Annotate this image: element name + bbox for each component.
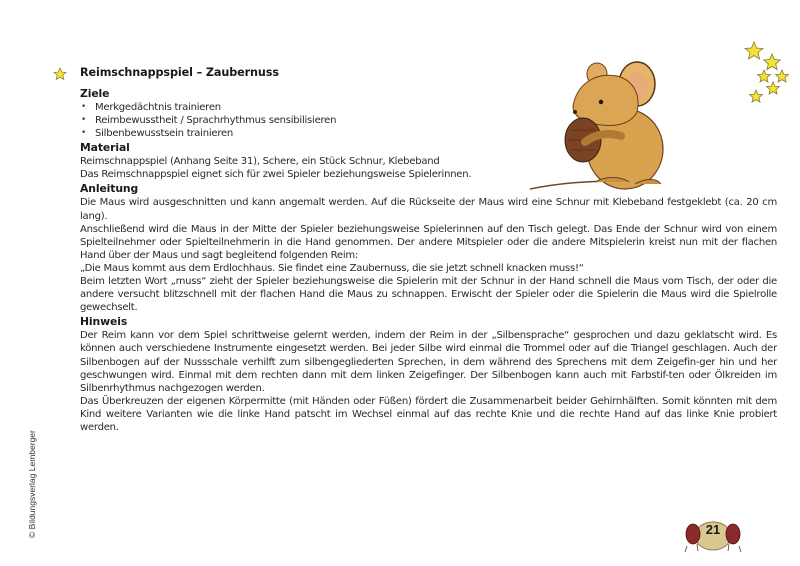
list-item: • Merkgedächtnis trainieren xyxy=(80,101,780,114)
heading-hinweis: Hinweis xyxy=(80,315,128,329)
instruction-paragraph: Beim letzten Wort „muss“ zieht der Spieler beziehungsweise die Spielerin mit der Schnur in der Hand schnell die Maus vom Tisch, der oder die andere versucht blitzschnell mit der flachen Hand die Maus zu schnappen. Erwischt der Spieler oder die Spielerin die Maus wird die Spielrolle gewechselt. xyxy=(80,276,777,314)
copyright-notice: © Bildungsverlag Lemberger xyxy=(27,430,37,538)
hint-paragraph: Das Überkreuzen der eigenen Körpermitte (mit Händen oder Füßen) fördert die Zusammenarbeit beider Gehirnhälften. Somit könnten mit dem Kind weitere Varianten wie die linke Hand patscht im Wechsel einmal auf das rechte Knie und die rechte Hand auf das linke Knie probiert werden. xyxy=(80,395,777,433)
star-icon xyxy=(53,67,67,81)
heading-material: Material xyxy=(80,141,130,155)
list-item: • Silbenbewusstsein trainieren xyxy=(80,127,780,140)
star-cluster-decoration xyxy=(744,40,794,108)
material-line: Reimschnappspiel (Anhang Seite 31), Schere, ein Stück Schnur, Klebeband xyxy=(80,156,440,168)
heading-anleitung: Anleitung xyxy=(80,182,139,196)
list-item: • Reimbewusstheit / Sprachrhythmus sensibilisieren xyxy=(80,114,780,127)
page-number: 21 xyxy=(705,522,721,537)
section-title: Reimschnappspiel – Zaubernuss xyxy=(80,66,279,79)
mouse-with-nut-illustration xyxy=(525,54,680,199)
instruction-paragraph: Die Maus wird ausgeschnitten und kann angemalt werden. Auf die Rückseite der Maus wird eine Schnur mit Klebeband festgeklebt (ca. 20 cm lang). xyxy=(80,197,777,222)
instruction-paragraph: Anschließend wird die Maus in der Mitte der Spieler beziehungsweise Spielerinnen auf den Tisch gelegt. Das Ende der Schnur wird von einem Spielteilnehmer oder Spielteilnehmerin in die Hand genommen. Der andere Mitspieler oder die andere Mitspielerin kreist nun mit der flachen Hand über der Maus und sagt begleitend folgenden Reim: xyxy=(80,223,777,261)
material-line: Das Reimschnappspiel eignet sich für zwei Spieler beziehungsweise Spielerinnen. xyxy=(80,169,472,181)
hint-paragraph: Der Reim kann vor dem Spiel schrittweise gelernt werden, indem der Reim in der „Silbensprache“ gesprochen und dazu geklatscht wird. Es können auch verschiedene Instrumente eingesetzt werden. Bei jeder Silbe wird einmal die Trommel oder auf die Triangel geschlagen. Auch der Silbenbogen auf der Nussschale verhilft zum silbengegliederten Sprechen, in dem während des Sprechens mit dem Zeigefin-ger hin und her geschwungen wird. Einmal mit dem rechten dann mit dem linken Zeigefinger. Der Silbenbogen kann auch mit Farbstif-ten oder Ölkreiden im Silbenrhythmus nachgezogen werden. xyxy=(80,330,777,394)
rhyme-text: „Die Maus kommt aus dem Erdlochhaus. Sie findet eine Zaubernuss, die sie jetzt schnell knacken muss!“ xyxy=(80,262,584,274)
page-number-badge xyxy=(683,510,743,555)
heading-ziele: Ziele xyxy=(80,87,110,100)
